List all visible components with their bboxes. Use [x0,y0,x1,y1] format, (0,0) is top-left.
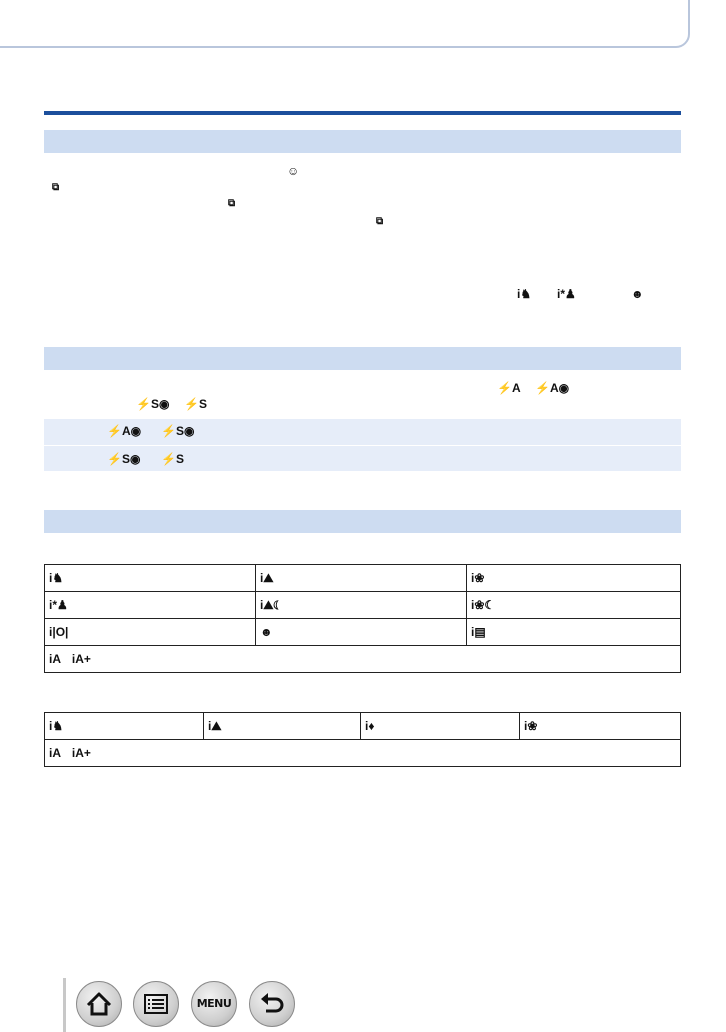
ibaby-icon: ☻ [631,287,644,301]
contents-icon [134,982,178,1026]
ia-plus-mode-icon: iA+ [71,652,91,666]
iflash-slow-icon: ⚡S [161,452,184,466]
flash-note-box [44,419,681,471]
iflash-redeye-icon: ⚡A◉ [107,424,142,438]
table-row [45,619,681,646]
back-button[interactable] [249,981,295,1027]
note-divider [44,445,681,446]
section-heading-band-3 [44,510,681,533]
icandle-icon: i♦ [361,713,520,740]
scene-table-photo [44,564,681,673]
iportrait-icon: i♞ [45,713,204,740]
table-row [45,565,681,592]
section-title-rule [44,111,681,115]
imacro-icon: i❀ [467,565,681,592]
ibaby-icon: ☻ [256,619,467,646]
section-heading-band-2 [44,347,681,370]
menu-label: MENU [196,997,232,1010]
inight-portrait-icon: i*♟ [45,592,256,619]
burst-icon: ⧉ [228,198,236,209]
iportrait-icon: i♞ [45,565,256,592]
iportrait-icon: i♞ [517,287,532,301]
home-icon [77,982,121,1026]
iscenery-icon: i⛰ [256,565,467,592]
ihandheld-night-icon: i❀☾ [467,592,681,619]
menu-button[interactable] [191,981,237,1027]
home-button[interactable] [76,981,122,1027]
iflash-redeye-icon: ⚡A◉ [535,381,570,395]
scene-table-video [44,712,681,767]
nav-divider [63,978,66,1032]
face-detect-icon: ☺ [287,164,300,178]
imacro-icon: i❀ [520,713,681,740]
inight-portrait-icon: i*♟ [557,287,576,301]
iflash-auto-icon: ⚡A [497,381,521,395]
inight-scenery-icon: i⛰☾ [256,592,467,619]
iflash-slow-icon: ⚡S [184,397,207,411]
iflash-slow-redeye-icon: ⚡S◉ [107,452,141,466]
contents-button[interactable] [133,981,179,1027]
ia-plus-mode-icon: iA+ [71,746,91,760]
burst-icon: ⧉ [52,182,60,193]
table-row [45,713,681,740]
burst-icon: ⧉ [376,216,384,227]
iflash-slow-redeye-icon: ⚡S◉ [136,397,170,411]
table-row [45,592,681,619]
section-heading-band-1 [44,130,681,153]
page-tab-frame [0,0,690,48]
table-row [45,646,681,673]
ia-mode-cell [45,740,681,767]
back-icon [250,982,294,1026]
ia-mode-cell [45,646,681,673]
ia-mode-icon: iA [49,652,61,666]
isunset-icon: i▤ [467,619,681,646]
table-row [45,740,681,767]
ia-mode-icon: iA [49,746,61,760]
ifood-icon: i|O| [45,619,256,646]
iscenery-icon: i⛰ [204,713,361,740]
iflash-slow-redeye-icon: ⚡S◉ [161,424,195,438]
